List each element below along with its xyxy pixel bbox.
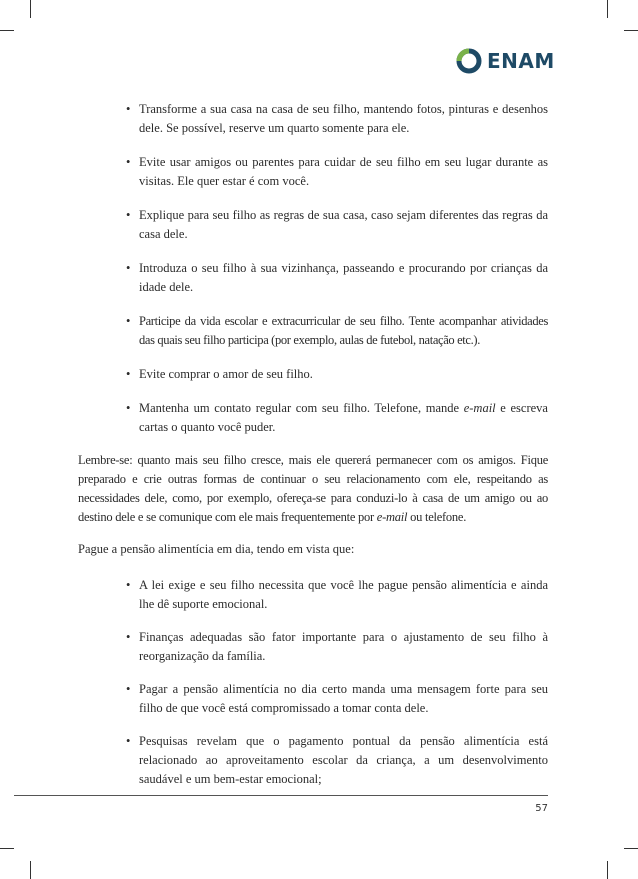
bullet-list-pension-reasons <box>78 576 548 789</box>
text-segment: ou telefone. <box>407 510 467 524</box>
list-item: • Participe da vida escolar e extracurricular de seu filho. Tente acompanhar atividades das quais seu filho participa (por exemplo, aulas de futebol, natação etc.). <box>126 312 548 350</box>
italic-email-term: e-mail <box>463 401 496 415</box>
crop-mark-top-right-v <box>607 0 608 18</box>
list-item-email <box>126 399 548 437</box>
text-segment: Mantenha um contato regular com seu filho. Telefone, mande <box>139 401 464 415</box>
list-item: • A lei exige e seu filho necessita que você lhe pague pensão alimentícia e ainda lhe dê suporte emocional. <box>126 576 548 614</box>
list-item: • Finanças adequadas são fator importante para o ajustamento de seu filho à reorganização da família. <box>126 628 548 666</box>
page-content <box>78 100 548 789</box>
page-number: 57 <box>535 803 548 814</box>
crop-mark-top-left-v <box>30 0 31 18</box>
crop-mark-bottom-left-h <box>0 848 14 849</box>
crop-mark-bottom-right-h <box>624 848 638 849</box>
list-item: • Explique para seu filho as regras de sua casa, caso sejam diferentes das regras da casa dele. <box>126 206 548 244</box>
list-item: • Pesquisas revelam que o pagamento pontual da pensão alimentícia está relacionado ao aproveitamento escolar da criança, a um desenvolvimento saudável e um bem-estar emocional; <box>126 732 548 789</box>
enam-logo-mark-icon <box>456 48 482 74</box>
text-segment: Lembre-se: quanto mais seu filho cresce, mais ele quererá permanecer com os amigos. Fique preparado e crie outras formas de continuar o seu relacionamento com ele, respeitando as necessidades dele, como, por exemplo, ofereça-se para conduzi-lo à casa de um amigo ou ao destino dele e se comunique com ele mais frequentemente por <box>78 453 548 524</box>
enam-logo <box>456 48 555 74</box>
crop-mark-bottom-left-v <box>30 861 31 879</box>
paragraph-reminder <box>78 451 548 527</box>
paragraph-pension-intro: Pague a pensão alimentícia em dia, tendo em vista que: <box>78 542 355 556</box>
italic-email-term: e-mail <box>376 510 408 524</box>
list-item: • Evite comprar o amor de seu filho. <box>126 365 548 384</box>
list-item: • Pagar a pensão alimentícia no dia certo manda uma mensagem forte para seu filho de que você está compromissado a tomar conta dele. <box>126 680 548 718</box>
list-item: • Evite usar amigos ou parentes para cuidar de seu filho em seu lugar durante as visitas. Ele quer estar é com você. <box>126 153 548 191</box>
crop-mark-bottom-right-v <box>607 861 608 879</box>
list-item: • Introduza o seu filho à sua vizinhança, passeando e procurando por crianças da idade dele. <box>126 259 548 297</box>
crop-mark-top-right-h <box>624 30 638 31</box>
logo-text: ENAM <box>487 49 555 73</box>
list-item: • Transforme a sua casa na casa de seu filho, mantendo fotos, pinturas e desenhos dele. Se possível, reserve um quarto somente para ele. <box>126 100 548 138</box>
crop-mark-top-left-h <box>0 30 14 31</box>
bullet-list-visit-tips <box>78 100 548 437</box>
text-segment: e escreva cartas o quanto você puder. <box>139 401 548 434</box>
footer-divider <box>14 795 548 796</box>
